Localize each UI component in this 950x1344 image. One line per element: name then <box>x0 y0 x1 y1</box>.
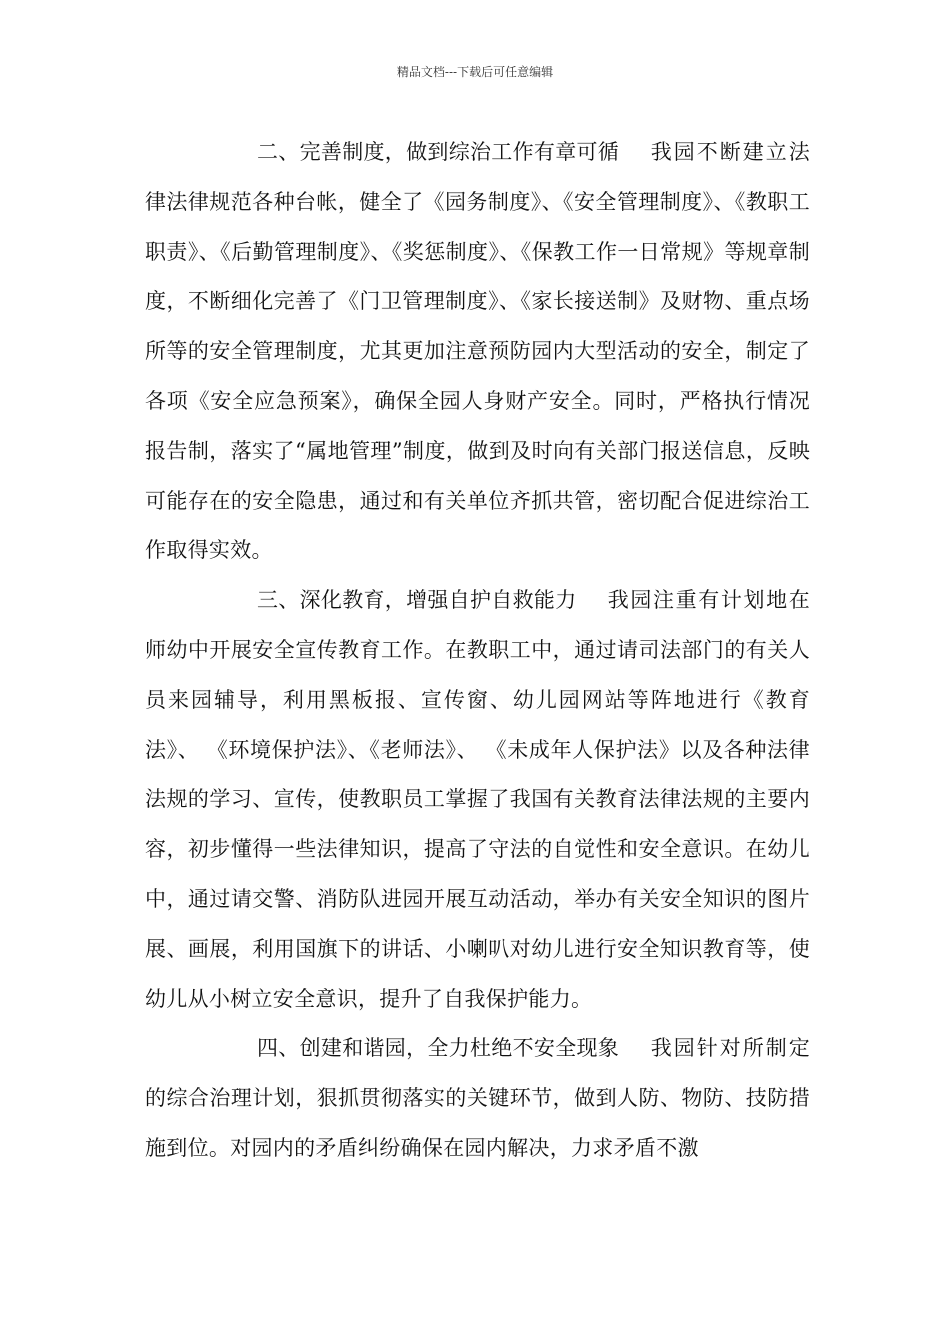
section-text: 我园针对所制定的综合治理计划，狠抓贯彻落实的关键环节，做到人防、物防、技防措施到位。对园内的矛盾纠纷确保在园内解决，力求矛盾不激 <box>145 1036 810 1160</box>
section-text: 我园不断建立法律法律规范各种台帐，健全了《园务制度》、《安全管理制度》、《教职工职责》、《后勤管理制度》、《奖惩制度》、《保教工作一日常规》等规章制度，不断细化完善了《门卫管理制度》、《家长接送制》及财物、重点场所等的安全管理制度，尤其更加注意预防园内大型活动的安全，制定了各项《安全应急预案》，确保全园人身财产安全。同时，严格执行情况报告制，落实了“属地管理”制度，做到及时向有关部门报送信息，反映可能存在的安全隐患，通过和有关单位齐抓共管，密切配合促进综治工作取得实效。 <box>145 140 810 563</box>
section-harmony <box>145 1024 810 1173</box>
section-text: 我园注重有计划地在师幼中开展安全宣传教育工作。在教职工中，通过请司法部门的有关人员来园辅导，利用黑板报、宣传窗、幼儿园网站等阵地进行《教育法》、 《环境保护法》、《老师法》、 《未成年人保护法》以及各种法律法规的学习、宣传，使教职员工掌握了我国有关教育法律法规的主要内容，初步懂得一些法律知识，提高了守法的自觉性和安全意识。在幼儿中，通过请交警、消防队进园开展互动活动，举办有关安全知识的图片展、画展，利用国旗下的讲话、小喇叭对幼儿进行安全知识教育等，使幼儿从小树立安全意识，提升了自我保护能力。 <box>145 588 810 1011</box>
section-heading: 四、创建和谐园，全力杜绝不安全现象 <box>257 1036 620 1061</box>
section-heading: 二、完善制度，做到综治工作有章可循 <box>257 140 620 164</box>
section-heading: 三、深化教育，增强自护自救能力 <box>257 588 577 613</box>
page-header: 精品文档---下载后可任意编辑 <box>396 65 554 79</box>
section-education <box>145 576 810 1024</box>
document-body <box>145 128 810 1174</box>
section-institutions <box>145 128 810 576</box>
